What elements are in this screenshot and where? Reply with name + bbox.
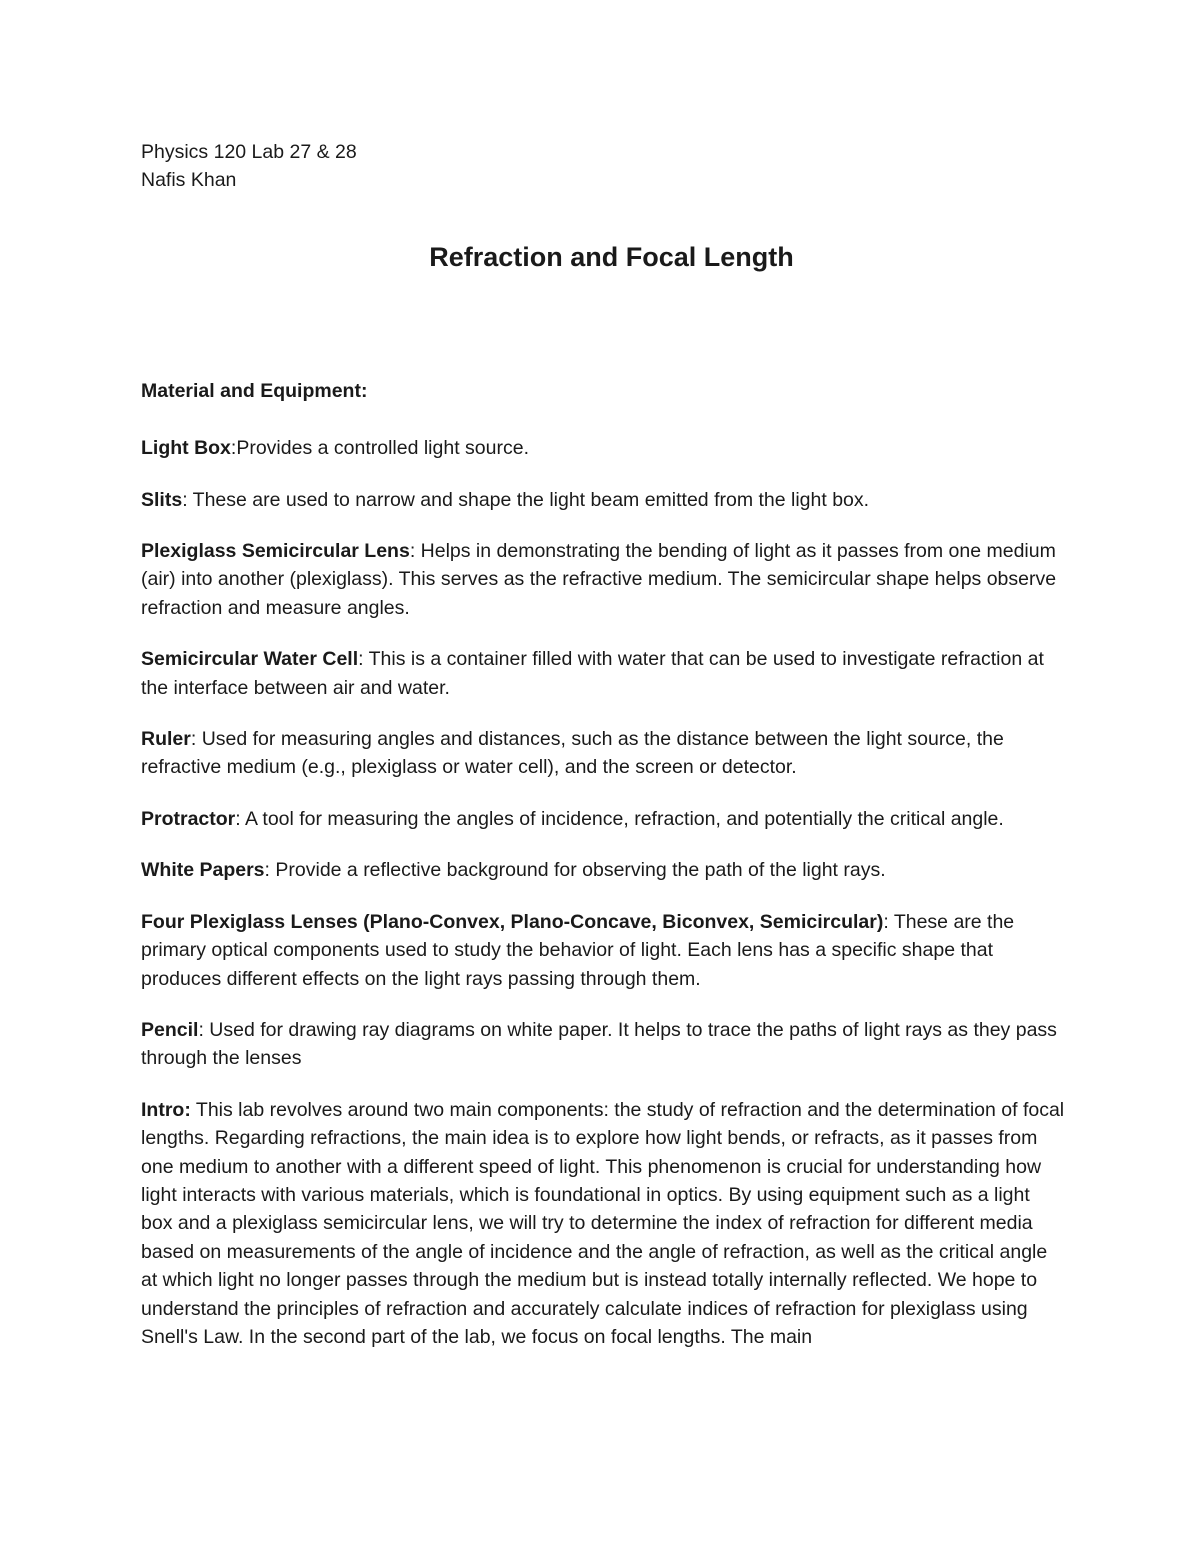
item-term: Semicircular Water Cell xyxy=(141,648,359,671)
item-separator: : xyxy=(883,910,894,933)
item-pencil xyxy=(141,1016,1066,1073)
item-term: Plexiglass Semicircular Lens xyxy=(141,540,410,563)
item-term: White Papers xyxy=(141,859,265,882)
course-line: Physics 120 Lab 27 & 28 xyxy=(141,141,357,163)
intro-paragraph xyxy=(141,1096,1066,1352)
item-description: Helps in demonstrating the bending of light as it passes from one medium (air) into another (plexiglass). This serves as the refractive medium. The semicircular shape helps observe refraction and measure angles. xyxy=(141,540,1057,619)
item-term: Ruler xyxy=(141,728,191,751)
item-separator: : xyxy=(198,1018,210,1041)
item-description: This is a container filled with water that can be used to investigate refraction at the interface between air and water. xyxy=(141,648,1044,699)
document-title: Refraction and Focal Length xyxy=(429,241,794,272)
item-description: These are used to narrow and shape the light beam emitted from the light box. xyxy=(192,488,870,511)
item-separator: : xyxy=(190,728,202,751)
document-page xyxy=(141,138,1066,1351)
item-separator: : xyxy=(230,437,237,460)
item-separator: : xyxy=(409,540,421,563)
intro-text: This lab revolves around two main components: the study of refraction and the determination of focal lengths. Regarding refractions, the main idea is to explore how light bends, or refracts, as it passes from one medium to another with a different speed of light. This phenomenon is crucial for understanding how light interacts with various materials, which is foundational in optics. By using equipment such as a light box and a plexiglass semicircular lens, we will try to determine the index of refraction for different media based on measurements of the angle of incidence and the angle of refraction, as well as the critical angle at which light no longer passes through the medium but is instead totally internally reflected. We hope to understand the principles of refraction and accurately calculate indices of refraction for plexiglass using Snell's Law. In the second part of the lab, we focus on focal lengths. The main xyxy=(141,1098,1065,1348)
item-separator: : xyxy=(358,648,369,671)
item-term: Protractor xyxy=(141,807,236,830)
item-term: Four Plexiglass Lenses (Plano-Convex, Plano-Concave, Biconvex, Semicircular) xyxy=(141,910,884,933)
item-description: Used for measuring angles and distances, such as the distance between the light source, the refractive medium (e.g., plexiglass or water cell), and the screen or detector. xyxy=(141,728,1004,779)
item-four-lenses xyxy=(141,908,1066,993)
section-heading-materials: Material and Equipment: xyxy=(141,379,368,402)
item-term: Light Box xyxy=(141,437,231,460)
item-term: Slits xyxy=(141,488,183,511)
item-ruler xyxy=(141,725,1066,782)
item-description: Provide a reflective background for observing the path of the light rays. xyxy=(275,859,886,882)
item-description: Provides a controlled light source. xyxy=(236,437,529,460)
item-slits xyxy=(141,486,1066,514)
item-light-box xyxy=(141,434,1066,462)
item-separator: : xyxy=(235,807,246,830)
item-plexiglass-lens xyxy=(141,537,1066,622)
item-protractor xyxy=(141,805,1066,833)
item-white-papers xyxy=(141,856,1066,884)
item-water-cell xyxy=(141,645,1066,702)
item-separator: : xyxy=(182,488,193,511)
intro-label: Intro: xyxy=(141,1098,191,1121)
item-description: These are the primary optical components used to study the behavior of light. Each lens has a specific shape that produces different effects on the light rays passing through them. xyxy=(141,910,1015,990)
item-separator: : xyxy=(264,859,276,882)
item-term: Pencil xyxy=(141,1018,199,1041)
item-description: Used for drawing ray diagrams on white paper. It helps to trace the paths of light rays as they pass through the lenses xyxy=(141,1018,1057,1070)
item-description: A tool for measuring the angles of incidence, refraction, and potentially the critical angle. xyxy=(245,807,1004,830)
author-name: Nafis Khan xyxy=(141,169,237,192)
